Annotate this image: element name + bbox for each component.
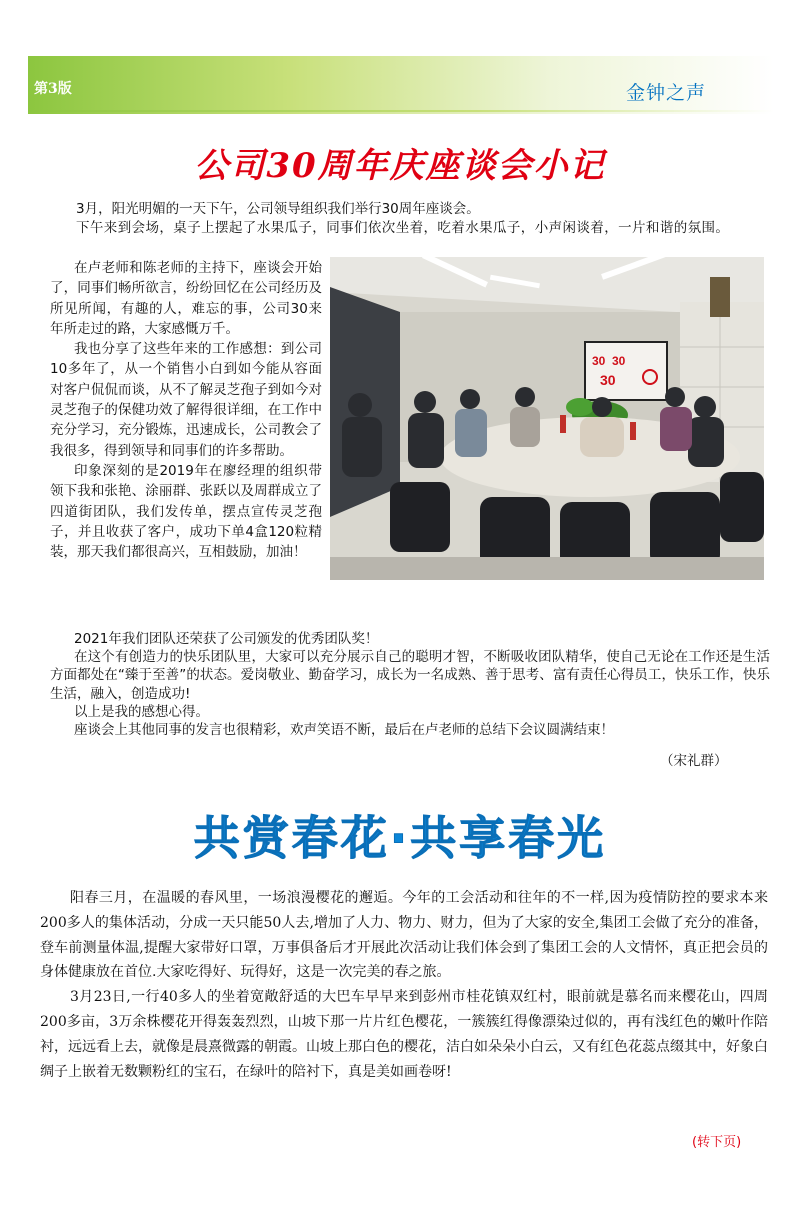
- article1-para-5: 印象深刻的是2019年在廖经理的组织带领下我和张艳、涂丽群、张跃以及周群成立了四道街团队，我们发传单，摆点宣传灵芝孢子，并且收获了客户，成功下单4盒120粒精装，那天我们都很高兴，互相鼓励，加油！: [50, 462, 322, 561]
- screen-number: 30: [612, 354, 626, 368]
- article1-para-6: 2021年我们团队还荣获了公司颁发的优秀团队奖！: [74, 631, 379, 647]
- continued-label: (转下页): [692, 1135, 742, 1150]
- meeting-photo: [330, 257, 764, 580]
- article1-author: （宋礼群）: [660, 753, 728, 769]
- article1-para-8: 以上是我的感想心得。: [74, 703, 209, 720]
- article2-title: 共赏春花·共享春光: [193, 811, 607, 865]
- article1-left-column: [50, 258, 322, 562]
- article1-para-7: 在这个有创造力的快乐团队里，大家可以充分展示自己的聪明才智，不断吸收团队精华，使自己无论在工作还是生活方面都处在“臻于至善”的状态。爱岗敬业、勤奋学习，成长为一名成熟、善于思考、富有责任心得员工，快乐工作，快乐生活，融入，创造成功!: [50, 649, 770, 702]
- header-divider: [28, 110, 774, 112]
- screen-number: 30: [600, 372, 616, 388]
- article2-para-2: 3月23日,一行40多人的坐着宽敞舒适的大巴车早早来到彭州市桂花镇双红村，眼前就是慕名而来樱花山，四周200多亩，3万余株樱花开得轰轰烈烈，山坡下那一片片红色樱花，一簇簇红得像漂染过似的，再有浅红色的嫩叶作陪衬，远远看上去，就像是晨熹微露的朝霞。山坡上那白色的樱花，洁白如朵朵小白云，又有红色花蕊点缀其中，好象白绸子上嵌着无数颗粉红的宝石，在绿叶的陪衬下，真是美如画卷呀!: [40, 989, 768, 1080]
- article1-para-1: 3月，阳光明媚的一天下午，公司领导组织我们举行30周年座谈会。: [76, 201, 480, 217]
- paper-name: 金钟之声: [626, 82, 707, 104]
- screen-number: 30: [592, 354, 606, 368]
- article1-tail: [50, 630, 770, 739]
- article2-body: [40, 886, 768, 1084]
- article1-para-2: 下午来到会场，桌子上摆起了水果瓜子，同事们依次坐着，吃着水果瓜子，小声闲谈着，一片和谐的氛围。: [76, 220, 730, 236]
- article2-para-1: 阳春三月，在温暖的春风里，一场浪漫樱花的邂逅。今年的工会活动和往年的不一样,因为疫情防控的要求本来200多人的集体活动，分成一天只能50人去,增加了人力、物力、财力，但为了大家的安全,集团工会做了充分的准备，登车前测量体温,提醒大家带好口罩，万事俱备后才开展此次活动让我们体会到了集团工会的人文情怀，真正把会员的身体健康放在首位.大家吃得好、玩得好，这是一次完美的春之旅。: [40, 890, 768, 981]
- issue-label: 第3版: [34, 81, 72, 97]
- article1-para-9: 座谈会上其他同事的发言也很精彩，欢声笑语不断，最后在卢老师的总结下会议圆满结束！: [74, 722, 614, 739]
- article1-title: 公司30周年庆座谈会小记: [194, 146, 606, 186]
- article1-para-4: 我也分享了这些年来的工作感想：到公司10多年了，从一个销售小白到如今能从容面对客户侃侃而谈，从不了解灵芝孢子到如今对灵芝孢子的保健功效了解得很详细，在工作中充分学习，充分锻炼，迅速成长，公司教会了我很多，得到领导和同事们的许多帮助。: [50, 341, 322, 459]
- article1-para-3: 在卢老师和陈老师的主持下，座谈会开始了，同事们畅所欲言，纷纷回忆在公司经历及所见所闻，有趣的人，难忘的事，公司30来年所走过的路，大家感慨万千。: [50, 260, 322, 337]
